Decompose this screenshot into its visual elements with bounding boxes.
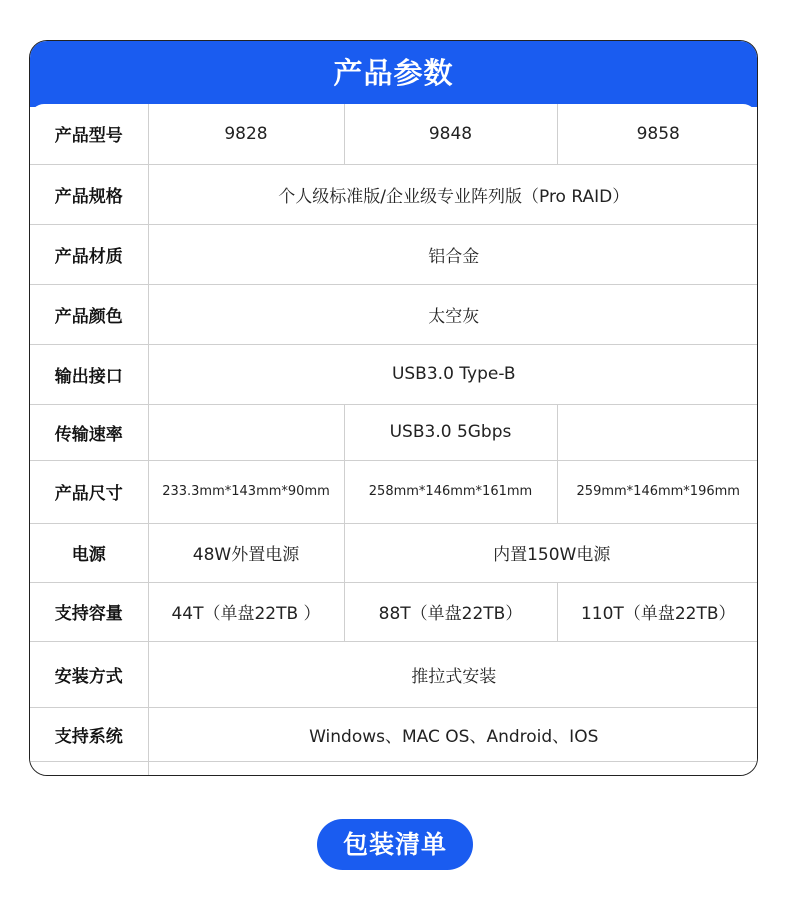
table-row-model [30,104,758,164]
color-cell: 太空灰 [148,284,758,344]
power-cell-1: 48W外置电源 [148,523,344,582]
material-cell: 铝合金 [148,224,758,284]
row-label: 传输速率 [30,404,148,460]
row-label: 产品颜色 [30,284,148,344]
size-cell-2: 258mm*146mm*161mm [344,460,557,523]
speed-cell-empty-1 [148,404,344,460]
spec-table-wrap [30,104,757,775]
table-row-port [30,344,758,404]
row-label: 支持系统 [30,707,148,761]
row-label: 产品尺寸 [30,460,148,523]
model-cell-2: 9848 [344,104,557,164]
capacity-cell-1: 44T（单盘22TB ） [148,582,344,641]
table-row-power [30,523,758,582]
table-row-material [30,224,758,284]
row-label: 电源 [30,523,148,582]
table-row-install [30,641,758,707]
spec-card [29,40,758,776]
port-cell: USB3.0 Type-B [148,344,758,404]
row-label: 产品材质 [30,224,148,284]
speed-cell-empty-2 [557,404,758,460]
table-row-capacity [30,582,758,641]
table-row-color [30,284,758,344]
model-cell-1: 9828 [148,104,344,164]
column-divider [148,706,149,775]
spec-table [30,104,758,762]
capacity-cell-3: 110T（单盘22TB） [557,582,758,641]
table-row-speed [30,404,758,460]
row-label: 输出接口 [30,344,148,404]
install-cell: 推拉式安装 [148,641,758,707]
spec-cell: 个人级标准版/企业级专业阵列版（Pro RAID） [148,164,758,224]
table-row-os [30,707,758,761]
row-label: 支持容量 [30,582,148,641]
row-label: 产品规格 [30,164,148,224]
size-cell-3: 259mm*146mm*196mm [557,460,758,523]
row-label: 产品型号 [30,104,148,164]
model-cell-3: 9858 [557,104,758,164]
spec-header-title: 产品参数 [30,41,757,107]
table-row-size [30,460,758,523]
capacity-cell-2: 88T（单盘22TB） [344,582,557,641]
table-row-spec [30,164,758,224]
packing-list-button[interactable]: 包装清单 [317,819,473,870]
size-cell-1: 233.3mm*143mm*90mm [148,460,344,523]
power-cell-2: 内置150W电源 [344,523,758,582]
row-label: 安装方式 [30,641,148,707]
os-cell: Windows、MAC OS、Android、IOS [148,707,758,761]
speed-cell: USB3.0 5Gbps [344,404,557,460]
